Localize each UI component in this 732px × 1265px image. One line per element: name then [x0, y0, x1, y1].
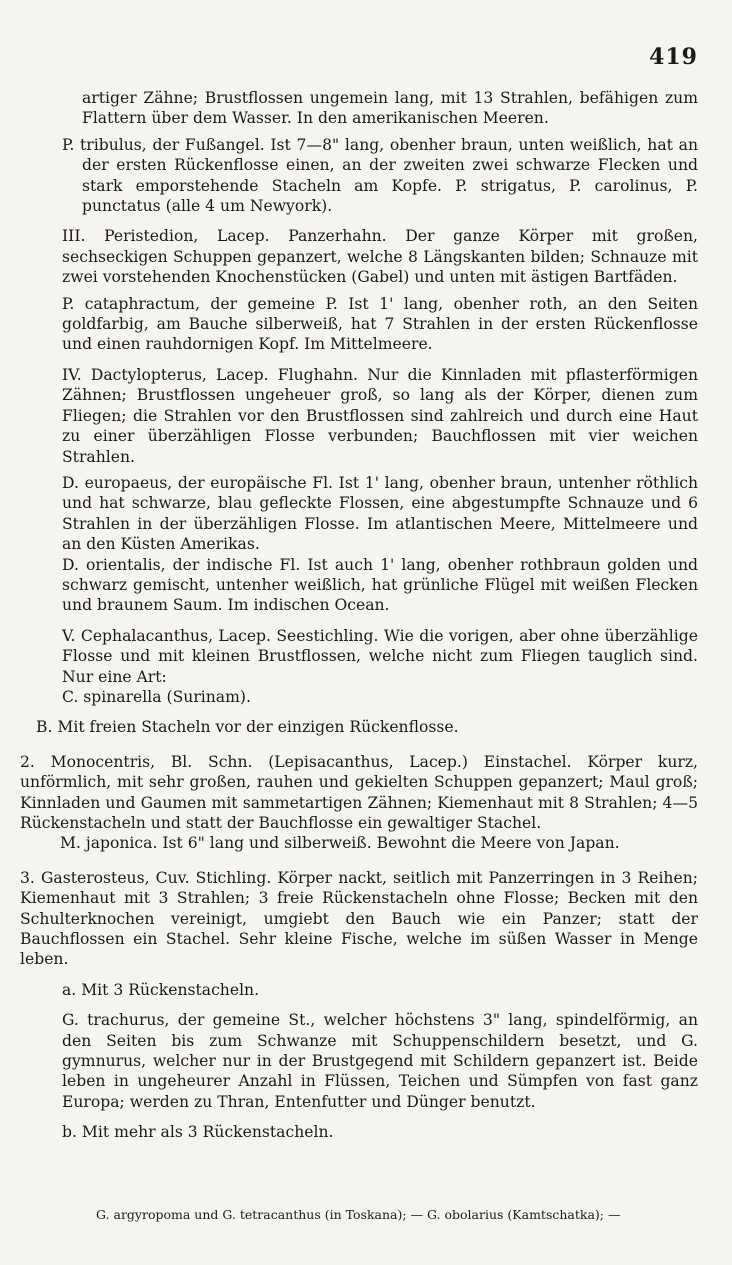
species-entry: G. trachurus, der gemeine St., welcher höchstens 3" lang, spindelförmig, an den Seiten bis zum Schwanze mit Schuppenschildern besetzt, und G. gymnurus, welcher nur in der Brustgegend mit Schildern gepanzert ist. Beide leben in ungeheurer Anzahl in Flüssen, Teichen und Sümpfen von fast ganz Europa; werden zu Thran, Entenfutter und Dünger benutzt.	[62, 1011, 698, 1111]
page-number: 419	[649, 44, 698, 70]
subsection-heading: B. Mit freien Stacheln vor der einzigen Rückenflosse.	[36, 718, 459, 737]
genus-entry: V. Cephalacanthus, Lacep. Seestichling. Wie die vorigen, aber ohne überzählige Flosse und mit kleinen Brustflossen, welche nicht zum Fliegen tauglich sind. Nur eine Art:	[62, 626, 698, 686]
page-body	[0, 88, 732, 1143]
genus-entry: 3. Gasterosteus, Cuv. Stichling. Körper nackt, seitlich mit Panzerringen in 3 Reihen; Kiemenhaut mit 3 Strahlen; 3 freie Rückenstacheln ohne Flosse; Becken mit den Schulterknochen vereinigt, umgiebt den Bauch wie ein Panzer; statt der Bauchflossen ein Stachel. Sehr kleine Fische, welche im süßen Wasser in Menge leben.	[20, 868, 698, 969]
species-entry: P. tribulus, der Fußangel. Ist 7—8" lang, obenher braun, unten weißlich, hat an der ersten Rückenflosse einen, an der zweiten zwei schwarze Flecken und stark emporstehende Stacheln am Kopfe. P. strigatus, P. carolinus, P. punctatus (alle 4 um Newyork).	[62, 135, 698, 216]
group-heading: a. Mit 3 Rückenstacheln.	[62, 980, 260, 999]
genus-entry: IV. Dactylopterus, Lacep. Flughahn. Nur die Kinnladen mit pflasterförmigen Zähnen; Brustflossen ungeheuer groß, so lang als der Körper, dienen zum Fliegen; die Strahlen vor den Brustflossen sind zahlreich und durch eine Haut zu einer überzähligen Flosse verbunden; Bauchflossen mit vier weichen Strahlen.	[62, 365, 698, 466]
genus-entry: III. Peristedion, Lacep. Panzerhahn. Der ganze Körper mit großen, sechseckigen Schuppen gepanzert, welche 8 Längskanten bilden; Schnauze mit zwei vorstehenden Knochenstücken (Gabel) und unten mit ästigen Bartfäden.	[62, 227, 698, 287]
species-entry: M. japonica. Ist 6" lang und silberweiß. Bewohnt die Meere von Japan.	[60, 834, 620, 853]
paragraph: artiger Zähne; Brustflossen ungemein lang, mit 13 Strahlen, befähigen zum Flattern über dem Wasser. In den amerikanischen Meeren.	[82, 89, 698, 128]
species-list-line: G. argyropoma und G. tetracanthus (in Toskana); — G. obolarius (Kamtschatka); —	[96, 1207, 621, 1222]
genus-entry: 2. Monocentris, Bl. Schn. (Lepisacanthus, Lacep.) Einstachel. Körper kurz, unförmlich, mit sehr großen, rauhen und gekielten Schuppen gepanzert; Maul groß; Kinnladen und Gaumen mit sammetartigen Zähnen; Kiemenhaut mit 8 Strahlen; 4—5 Rückenstacheln und statt der Bauchflosse ein gewaltiger Stachel.	[20, 752, 698, 832]
species-entry: P. cataphractum, der gemeine P. Ist 1' lang, obenher roth, an den Seiten goldfarbig, am Bauche silberweiß, hat 7 Strahlen in der ersten Rückenflosse und einen rauhdornigen Kopf. Im Mittelmeere.	[62, 294, 698, 354]
species-entry: D. europaeus, der europäische Fl. Ist 1' lang, obenher braun, untenher röthlich und hat schwarze, blau gefleckte Flossen, eine abgestumpfte Schnauze und 6 Strahlen in der überzähligen Flosse. Im atlantischen Meere, Mittelmeere und an den Küsten Amerikas.	[62, 473, 698, 554]
species-entry: D. orientalis, der indische Fl. Ist auch 1' lang, obenher rothbraun golden und schwarz gemischt, untenher weißlich, hat grünliche Flügel mit weißen Flecken und braunem Saum. Im indischen Ocean.	[62, 555, 698, 615]
group-heading: b. Mit mehr als 3 Rückenstacheln.	[62, 1123, 334, 1142]
species-entry: C. spinarella (Surinam).	[62, 687, 251, 706]
